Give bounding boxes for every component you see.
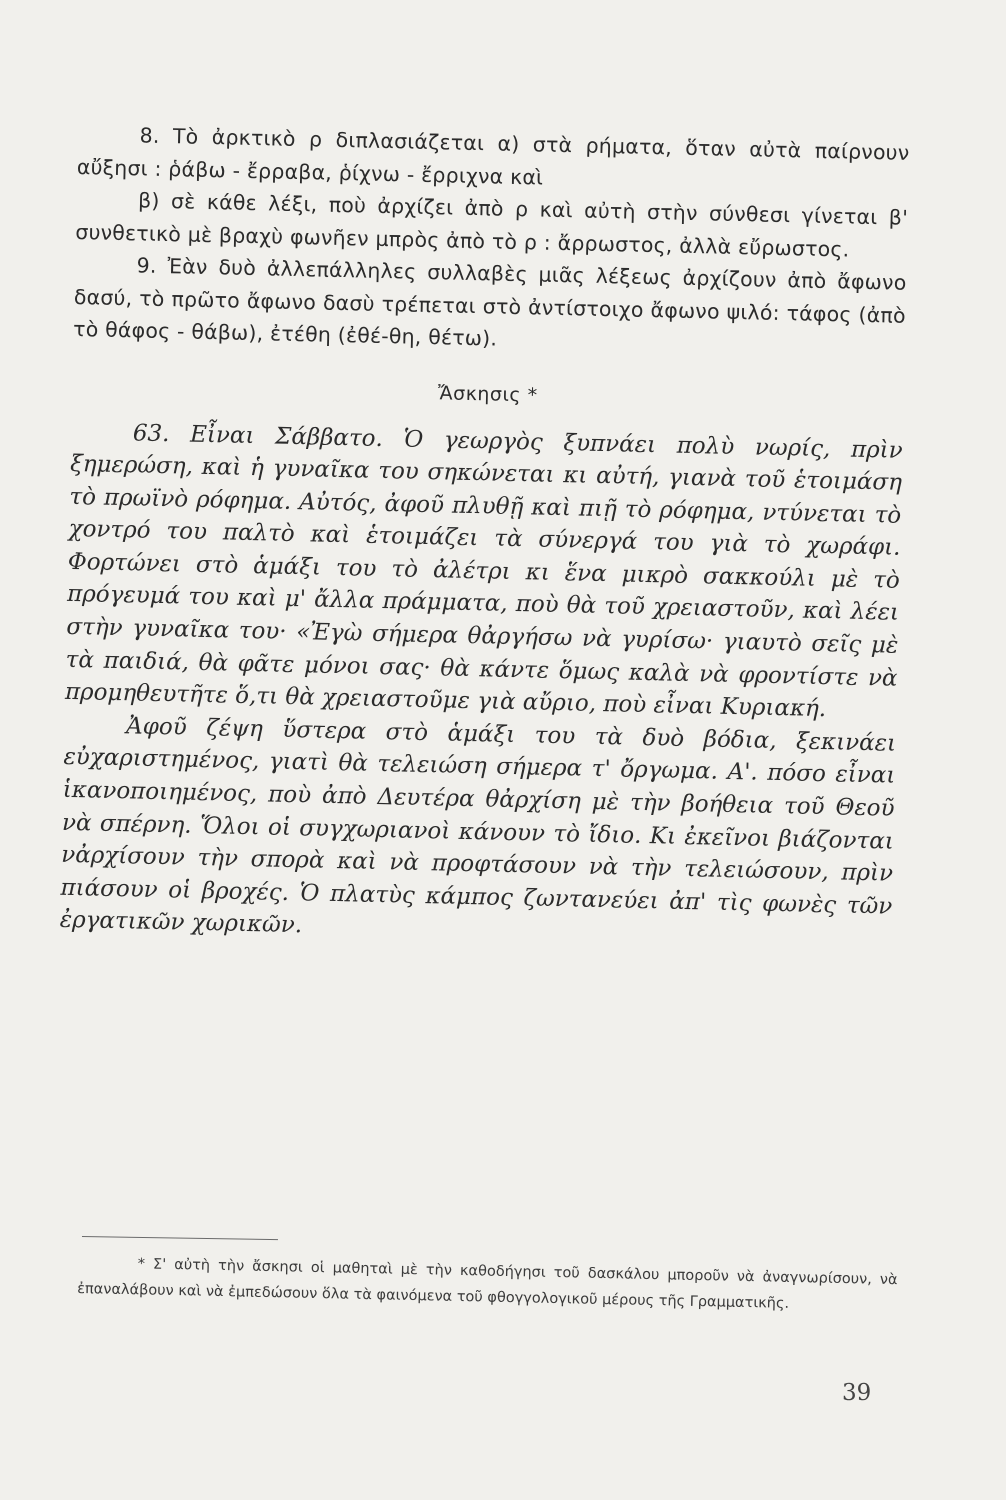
exercise-paragraph-2: Ἀφοῦ ζέψη ὕστερα στὸ ἁμάξι του τὰ δυὸ βόδια, ξεκινάει εὐχαριστημένος, γιατὶ θὰ τελειώση σήμερα τ' ὄργωμα. Α'. πόσο εἶναι ἱκανοποιημένος, ποὺ ἀπὸ Δευτέρα θἀρχίση μὲ τὴν βοήθεια τοῦ Θεοῦ νὰ σπέρνη. Ὅλοι οἱ συγχωριανοὶ κάνουν τὸ ἴδιο. Κι ἐκεῖνοι βιάζονται νἀρχίσουν τὴν σπορὰ καὶ νὰ προφτάσουν νὰ τὴν τελειώσουν, πρὶν πιάσουν οἱ βροχές. Ὁ πλατὺς κάμπος ζωντανεύει ἀπ' τὶς φωνὲς τῶν ἐργατικῶν χωρικῶν.	[59, 713, 897, 939]
rule-9-paragraph: 9. Ἐὰν δυὸ ἀλλεπάλληλες συλλαβὲς μιᾶς λέξεως ἀρχίζουν ἀπὸ ἄφωνο δασύ, τὸ πρῶτο ἄφωνο δασὺ τρέπεται στὸ ἀντίστοιχο ἄφωνο ψιλό: τάφος (ἀπὸ τὸ θάφος - θάβω), ἐτέθη (ἐθέ-θη, θέτω).	[72, 253, 907, 351]
page-number: 39	[842, 1380, 872, 1406]
exercise-heading: Ἄσκησις *	[437, 381, 538, 406]
footnote-divider	[82, 1236, 278, 1240]
main-text	[59, 118, 909, 956]
rule-8-paragraph: 8. Τὸ ἀρκτικὸ ρ διπλασιάζεται α) στὰ ρήματα, ὅταν αὐτὰ παίρνουν αὔξησι : ῥάβω - ἔρραβα, ῥίχνω - ἔρριχνα καὶ	[76, 123, 910, 190]
rule-8b-paragraph: β) σὲ κάθε λέξι, ποὺ ἀρχίζει ἀπὸ ρ καὶ αὐτὴ στὴν σύνθεσι γίνεται β' συνθετικὸ μὲ βραχὺ φωνῆεν μπρὸς ἀπὸ τὸ ρ : ἄρρωστος, ἀλλὰ εὔρωστος.	[75, 188, 909, 262]
footnote: * Σ' αὐτὴ τὴν ἄσκησι οἱ μαθηταὶ μὲ τὴν καθοδήγησι τοῦ δασκάλου μποροῦν νὰ ἀναγνωρίσουν, νὰ ἐπαναλάβουν καὶ νὰ ἐμπεδώσουν ὅλα τὰ φαινόμενα τοῦ φθογγολογικοῦ μέρους τῆς Γραμματικῆς.	[77, 1256, 898, 1312]
exercise-paragraph-1: 63. Εἶναι Σάββατο. Ὁ γεωργὸς ξυπνάει πολὺ νωρίς, πρὶν ξημερώση, καὶ ἡ γυναῖκα του σηκώνεται κι αὐτή, γιανὰ τοῦ ἑτοιμάση τὸ πρωϊνὸ ρόφημα. Αὐτός, ἀφοῦ πλυθῇ καὶ πιῇ τὸ ρόφημα, ντύνεται τὸ χοντρό του παλτὸ καὶ ἑτοιμάζει τὰ σύνεργά του γιὰ τὸ χωράφι. Φορτώνει στὸ ἁμάξι του τὸ ἀλέτρι κι ἕνα μικρὸ σακκούλι μὲ τὸ πρόγευμά του καὶ μ' ἄλλα πράμματα, ποὺ θὰ τοῦ χρειαστοῦν, καὶ λέει στὴν γυναῖκα του· «Ἐγὼ σήμερα θἀργήσω νὰ γυρίσω· γιαυτὸ σεῖς μὲ τὰ παιδιά, θὰ φᾶτε μόνοι σας· θὰ κάντε ὅμως καλὰ νὰ φροντίστε νὰ προμηθευτῆτε ὅ,τι θὰ χρειαστοῦμε γιὰ αὔριο, ποὺ εἶναι Κυριακή.	[64, 419, 903, 723]
